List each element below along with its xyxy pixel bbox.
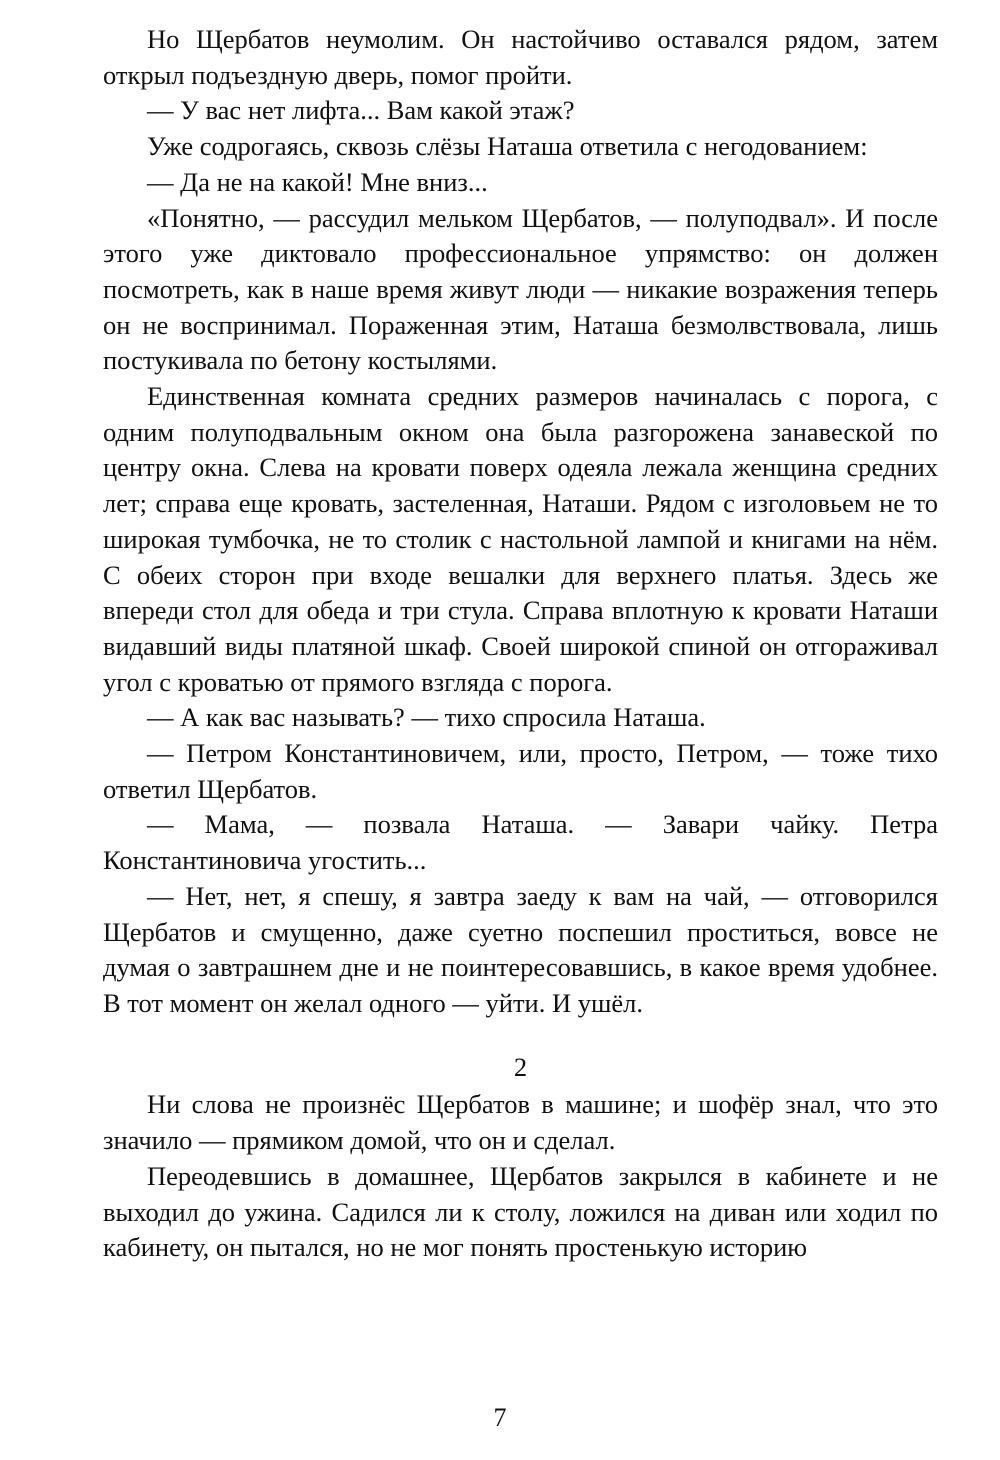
paragraph: — Да не на какой! Мне вниз... bbox=[147, 166, 488, 197]
paragraph: «Понятно, — рассудил мельком Щербатов, — полуподвал». И после этого уже диктовало профессиональное упрямство: он должен посмотреть, как в наше время живут люди — никакие возражения теперь он не воспринимал. Пораженная этим, Наташа безмолвствовала, лишь постукивала по бетону костылями. bbox=[103, 202, 938, 376]
paragraph: Ни слова не произнёс Щербатов в машине; и шофёр знал, что это значило — прямиком домой, что он и сделал. bbox=[103, 1089, 938, 1156]
paragraph: Единственная комната средних размеров начиналась с порога, с одним полуподвальным окном она была разгорожена занавеской по центру окна. Слева на кровати поверх одеяла лежала женщина средних лет; справа еще кровать, застеленная, Наташи. Рядом с изголовьем не то широкая тумбочка, не то столик с настольной лампой и книгами на нём. С обеих сторон при входе вешалки для верхнего платья. Здесь же впереди стол для обеда и три стула. Справа вплотную к кровати Наташи видавший виды платяной шкаф. Своей широкой спиной он отгораживал угол с кроватью от прямого взгляда с порога. bbox=[103, 381, 938, 697]
paragraph: Переодевшись в домашнее, Щербатов закрылся в кабинете и не выходил до ужина. Садился ли к столу, ложился на диван или ходил по кабинету, он пытался, но не мог понять простенькую историю bbox=[103, 1160, 938, 1263]
paragraph: — Петром Константиновичем, или, просто, Петром, — тоже тихо ответил Щербатов. bbox=[103, 738, 938, 804]
page-number: 7 bbox=[493, 1403, 507, 1432]
chapter-number: 2 bbox=[513, 1051, 528, 1082]
paragraph: — Нет, нет, я спешу, я завтра заеду к вам на чай, — отговорился Щербатов и смущенно, даже суетно поспешил проститься, вовсе не думая о завтрашнем дне и не поинтересовавшись, в какое время удобнее. В тот момент он желал одного — уйти. И ушёл. bbox=[103, 880, 938, 1018]
paragraph: — Мама, — позвала Наташа. — Завари чайку. Петра Константиновича угостить... bbox=[103, 809, 938, 876]
page-text bbox=[103, 22, 938, 1266]
paragraph: — А как вас называть? — тихо спросила Наташа. bbox=[147, 702, 706, 733]
paragraph: — У вас нет лифта... Вам какой этаж? bbox=[147, 95, 575, 126]
paragraph: Но Щербатов неумолим. Он настойчиво оставался рядом, затем открыл подъездную дверь, помог пройти. bbox=[103, 24, 938, 90]
paragraph: Уже содрогаясь, сквозь слёзы Наташа ответила с негодованием: bbox=[147, 131, 868, 162]
